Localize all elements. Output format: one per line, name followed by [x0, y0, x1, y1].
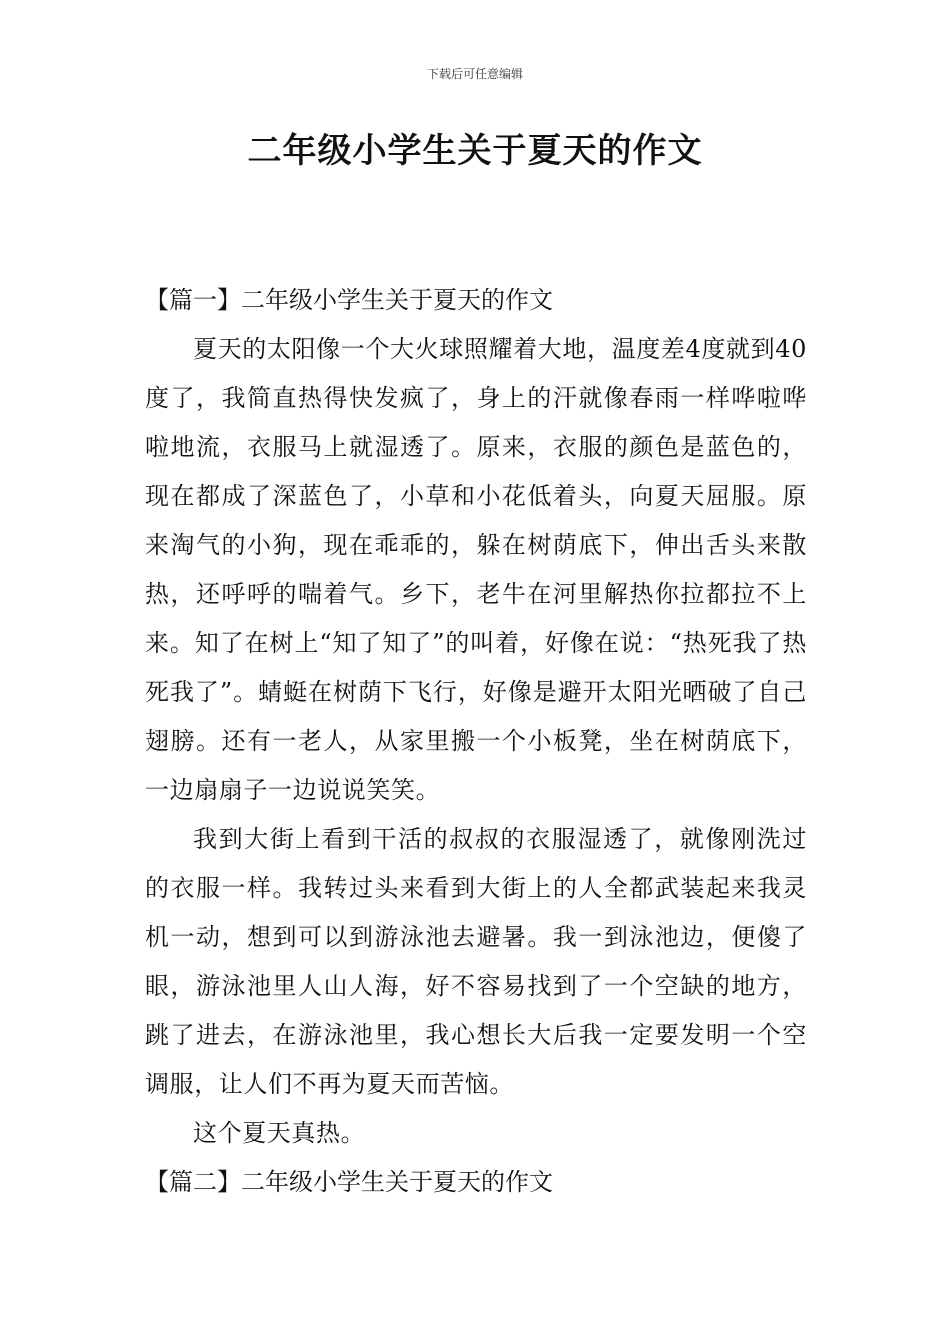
- document-title: 二年级小学生关于夏天的作文: [247, 131, 703, 171]
- section-heading-1: 【篇一】二年级小学生关于夏天的作文: [145, 286, 553, 314]
- paragraph-1: 夏天的太阳像一个大火球照耀着大地，温度差4度就到40度了，我简直热得快发疯了，身上的汗就像春雨一样哗啦哗啦地流，衣服马上就湿透了。原来，衣服的颜色是蓝色的，现在都成了深蓝色了，小草和小花低着头，向夏天屈服。原来淘气的小狗，现在乖乖的，躲在树荫底下，伸出舌头来散热，还呼呼的喘着气。乡下，老牛在河里解热你拉都拉不上来。知了在树上“知了知了”的叫着，好像在说：“热死我了热死我了”。蜻蜓在树荫下飞行，好像是避开太阳光晒破了自己翅膀。还有一老人，从家里搬一个小板凳，坐在树荫底下，一边扇扇子一边说说笑笑。: [145, 335, 807, 804]
- paragraph-3: 这个夏天真热。: [193, 1119, 366, 1147]
- header-note: 下载后可任意编辑: [426, 67, 523, 81]
- paragraph-2: 我到大街上看到干活的叔叔的衣服湿透了，就像刚洗过的衣服一样。我转过头来看到大街上的人全都武装起来我灵机一动，想到可以到游泳池去避暑。我一到泳池边，便傻了眼，游泳池里人山人海，好不容易找到了一个空缺的地方，跳了进去，在游泳池里，我心想长大后我一定要发明一个空调服，让人们不再为夏天而苦恼。: [145, 825, 807, 1098]
- section-heading-2: 【篇二】二年级小学生关于夏天的作文: [145, 1168, 553, 1196]
- document-body: [145, 276, 807, 1207]
